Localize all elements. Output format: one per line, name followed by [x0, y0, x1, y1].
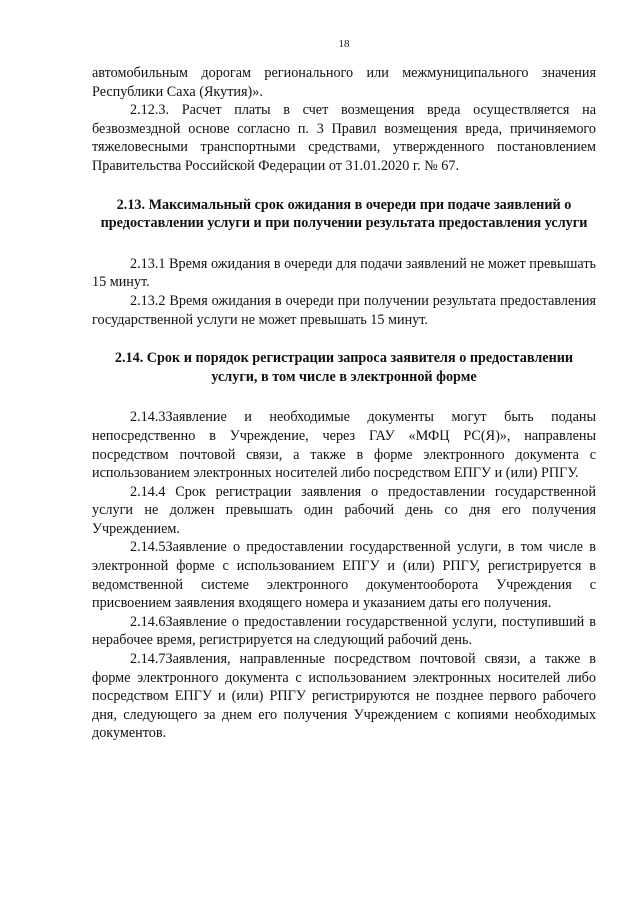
paragraph-2-13-2: 2.13.2 Время ожидания в очереди при получении результата предоставления государственной услуги не может превышать 15 минут. [92, 292, 596, 328]
section-heading-2-13: 2.13. Максимальный срок ожидания в очереди при подаче заявлений о предоставлении услуги и при получении результата предоставления услуги [100, 196, 588, 232]
paragraph-2-14-6: 2.14.6Заявление о предоставлении государственной услуги, поступивший в нерабочее время, регистрируется на следующий рабочий день. [92, 613, 596, 649]
paragraph-continuation: автомобильным дорогам регионального или межмуниципального значения Республики Саха (Якутия)». [92, 65, 596, 100]
paragraph-2-13-1: 2.13.1 Время ожидания в очереди для подачи заявлений не может превышать 15 минут. [92, 255, 596, 291]
document-body [92, 64, 596, 743]
section-heading-2-14: 2.14. Срок и порядок регистрации запроса заявителя о предоставлении услуги, в том числе в электронной форме [114, 350, 574, 385]
paragraph-2-14-5: 2.14.5Заявление о предоставлении государственной услуги, в том числе в электронной форме с использованием ЕПГУ и (или) РПГУ, регистрируется в ведомственной системе электронного документооборота Учреждения с присвоением заявления входящего номера и указанием даты его получения. [92, 539, 596, 612]
paragraph-2-14-4: 2.14.4 Срок регистрации заявления о предоставлении государственной услуги не должен превышать один рабочий день со дня его получения Учреждением. [92, 483, 596, 537]
paragraph-2-14-7: 2.14.7Заявления, направленные посредством почтовой связи, а также в форме электронного документа с использованием электронных носителей либо посредством ЕПГУ и (или) РПГУ регистрируются не позднее первого рабочего дня, следующего за днем его получения Учреждением с копиями необходимых документов. [92, 651, 596, 742]
paragraph-2-12-3: 2.12.3. Расчет платы в счет возмещения вреда осуществляется на безвозмездной основе согласно п. 3 Правил возмещения вреда, причиняемого тяжеловесными транспортными средствами, утвержденного постановлением Правительства Российской Федерации от 31.01.2020 г. № 67. [92, 102, 596, 174]
page-number: 18 [338, 38, 350, 50]
paragraph-2-14-3: 2.14.3Заявление и необходимые документы могут быть поданы непосредственно в Учреждение, через ГАУ «МФЦ РС(Я)», направлены посредством почтовой связи, а также в форме электронного документа с использованием электронных носителей либо посредством ЕПГУ и (или) РПГУ. [92, 409, 596, 482]
